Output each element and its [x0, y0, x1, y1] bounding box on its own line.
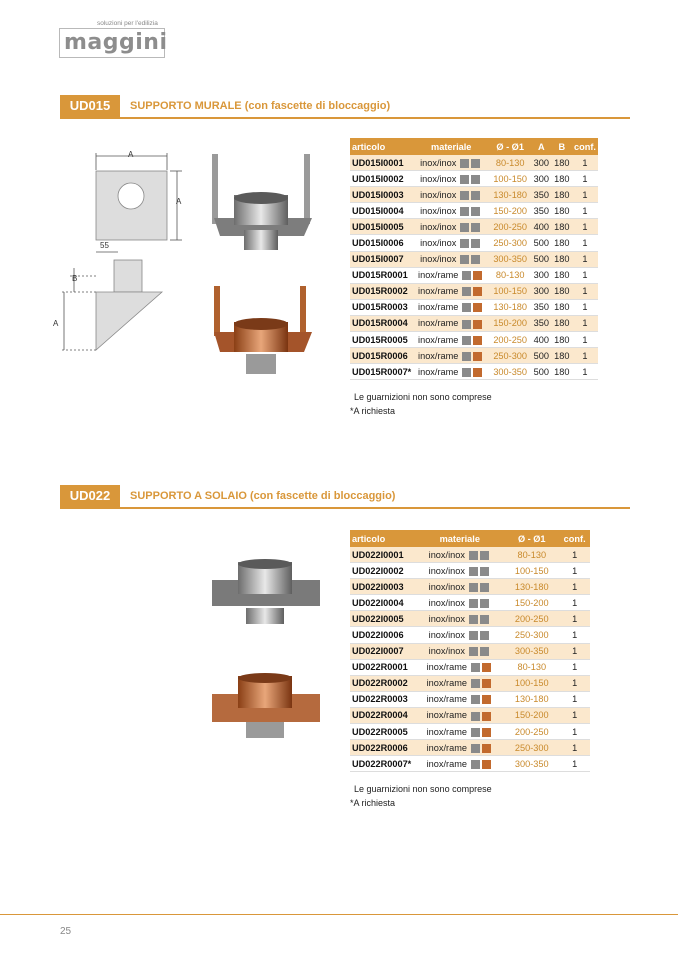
- cell-materiale: [413, 348, 489, 364]
- cell-a: 300: [531, 267, 551, 283]
- logo-brand: maggini: [64, 30, 168, 55]
- cell-materiale: [413, 171, 489, 187]
- logo-tagline: soluzioni per l'edilizia: [97, 20, 158, 27]
- cell-articolo: UD015I0004: [350, 203, 413, 219]
- inox-swatch-icon: [471, 223, 480, 232]
- table-header-row: [350, 138, 598, 155]
- ud015-note-gaskets: Le guarnizioni non sono comprese: [354, 392, 492, 402]
- cell-diameter: 150-200: [489, 315, 531, 331]
- cell-diameter: 150-200: [489, 203, 531, 219]
- inox-swatch-icon: [469, 583, 478, 592]
- cell-conf: 1: [559, 643, 590, 659]
- inox-swatch-icon: [471, 679, 480, 688]
- cell-materiale: [413, 315, 489, 331]
- product-photo-inox-floor: [208, 558, 323, 628]
- cell-conf: 1: [559, 547, 590, 563]
- cell-materiale: [413, 332, 489, 348]
- inox-swatch-icon: [480, 567, 489, 576]
- inox-swatch-icon: [471, 695, 480, 704]
- cell-materiale: [415, 643, 504, 659]
- section-code: UD022: [60, 485, 120, 507]
- inox-swatch-icon: [480, 615, 489, 624]
- material-label: inox/inox: [420, 205, 457, 216]
- cell-b: 180: [552, 267, 572, 283]
- dim-label-55: 55: [100, 241, 109, 250]
- table-row: [350, 611, 590, 627]
- cell-diameter: 200-250: [489, 219, 531, 235]
- inox-swatch-icon: [471, 159, 480, 168]
- inox-swatch-icon: [469, 551, 478, 560]
- cell-diameter: 200-250: [489, 332, 531, 348]
- ud015-table-body: [350, 155, 598, 380]
- cell-conf: 1: [572, 219, 598, 235]
- rame-swatch-icon: [482, 712, 491, 721]
- material-label: inox/inox: [420, 157, 457, 168]
- ud015-note-on-request: *A richiesta: [350, 406, 396, 416]
- table-row: [350, 203, 598, 219]
- ud015-table: [350, 138, 598, 380]
- cell-articolo: UD022I0004: [350, 595, 415, 611]
- inox-swatch-icon: [471, 255, 480, 264]
- rame-swatch-icon: [482, 744, 491, 753]
- inox-swatch-icon: [460, 159, 469, 168]
- page-number: 25: [60, 926, 72, 937]
- product-photo-inox-wall: [208, 150, 318, 255]
- inox-swatch-icon: [462, 352, 471, 361]
- cell-b: 180: [552, 203, 572, 219]
- cell-conf: 1: [559, 563, 590, 579]
- cell-materiale: [413, 299, 489, 315]
- cell-articolo: UD015I0007: [350, 251, 413, 267]
- col-materiale: materiale: [413, 138, 489, 155]
- section-code: UD015: [60, 95, 120, 117]
- table-row: [350, 299, 598, 315]
- table-row: [350, 643, 590, 659]
- cell-materiale: [415, 740, 504, 756]
- rame-swatch-icon: [473, 271, 482, 280]
- rame-swatch-icon: [473, 287, 482, 296]
- cell-diameter: 80-130: [504, 547, 559, 563]
- cell-conf: 1: [559, 659, 590, 675]
- cell-materiale: [415, 707, 504, 723]
- cell-articolo: UD015R0002: [350, 283, 413, 299]
- inox-swatch-icon: [469, 647, 478, 656]
- cell-b: 180: [552, 332, 572, 348]
- cell-articolo: UD022R0003: [350, 691, 415, 707]
- material-label: inox/inox: [428, 613, 465, 624]
- material-label: inox/rame: [418, 270, 459, 281]
- cell-materiale: [413, 267, 489, 283]
- section-header-ud022: [60, 485, 630, 509]
- inox-swatch-icon: [460, 223, 469, 232]
- cell-conf: 1: [572, 155, 598, 171]
- col-b: B: [552, 138, 572, 155]
- material-label: inox/inox: [420, 254, 457, 265]
- cell-diameter: 200-250: [504, 724, 559, 740]
- cell-conf: 1: [559, 691, 590, 707]
- material-label: inox/inox: [428, 629, 465, 640]
- inox-swatch-icon: [462, 336, 471, 345]
- cell-articolo: UD022I0002: [350, 563, 415, 579]
- cell-a: 300: [531, 155, 551, 171]
- table-row: [350, 332, 598, 348]
- cell-a: 350: [531, 203, 551, 219]
- cell-b: 180: [552, 283, 572, 299]
- cell-articolo: UD022R0002: [350, 675, 415, 691]
- inox-swatch-icon: [460, 255, 469, 264]
- cell-diameter: 130-180: [489, 187, 531, 203]
- cell-conf: 1: [559, 611, 590, 627]
- cell-articolo: UD015R0005: [350, 332, 413, 348]
- cell-diameter: 250-300: [504, 740, 559, 756]
- cell-conf: 1: [572, 187, 598, 203]
- dim-label-a-side: A: [176, 197, 182, 206]
- cell-materiale: [415, 563, 504, 579]
- cell-conf: 1: [559, 595, 590, 611]
- cell-conf: 1: [572, 364, 598, 380]
- cell-materiale: [415, 611, 504, 627]
- cell-diameter: 100-150: [504, 675, 559, 691]
- rame-swatch-icon: [482, 760, 491, 769]
- cell-conf: 1: [559, 675, 590, 691]
- table-row: [350, 740, 590, 756]
- table-row: [350, 235, 598, 251]
- inox-swatch-icon: [471, 760, 480, 769]
- cell-conf: 1: [559, 724, 590, 740]
- cell-conf: 1: [572, 171, 598, 187]
- inox-swatch-icon: [480, 583, 489, 592]
- table-row: [350, 707, 590, 723]
- cell-diameter: 130-180: [504, 691, 559, 707]
- cell-a: 300: [531, 171, 551, 187]
- cell-articolo: UD022R0004: [350, 707, 415, 723]
- cell-b: 180: [552, 364, 572, 380]
- cell-materiale: [415, 627, 504, 643]
- material-label: inox/rame: [418, 366, 459, 377]
- material-label: inox/rame: [426, 758, 467, 769]
- cell-articolo: UD022I0003: [350, 579, 415, 595]
- cell-conf: 1: [572, 267, 598, 283]
- cell-materiale: [415, 691, 504, 707]
- section-header-ud015: [60, 95, 630, 119]
- material-label: inox/rame: [418, 350, 459, 361]
- inox-swatch-icon: [471, 728, 480, 737]
- ud022-note-gaskets: Le guarnizioni non sono comprese: [354, 784, 492, 794]
- inox-swatch-icon: [480, 631, 489, 640]
- table-row: [350, 563, 590, 579]
- table-row: [350, 691, 590, 707]
- cell-b: 180: [552, 348, 572, 364]
- cell-articolo: UD015R0003: [350, 299, 413, 315]
- cell-diameter: 100-150: [504, 563, 559, 579]
- maggini-logo: [59, 22, 169, 60]
- cell-diameter: 80-130: [489, 155, 531, 171]
- rame-swatch-icon: [473, 368, 482, 377]
- inox-swatch-icon: [471, 191, 480, 200]
- inox-swatch-icon: [460, 175, 469, 184]
- cell-articolo: UD022I0005: [350, 611, 415, 627]
- cell-diameter: 250-300: [504, 627, 559, 643]
- material-label: inox/rame: [426, 742, 467, 753]
- cell-a: 500: [531, 348, 551, 364]
- table-row: [350, 283, 598, 299]
- inox-swatch-icon: [480, 647, 489, 656]
- cell-articolo: UD015R0001: [350, 267, 413, 283]
- cell-articolo: UD022R0005: [350, 724, 415, 740]
- cell-conf: 1: [559, 579, 590, 595]
- inox-swatch-icon: [462, 287, 471, 296]
- table-row: [350, 348, 598, 364]
- cell-articolo: UD022I0007: [350, 643, 415, 659]
- ud022-table-body: [350, 547, 590, 772]
- table-row: [350, 579, 590, 595]
- cell-a: 350: [531, 187, 551, 203]
- table-row: [350, 659, 590, 675]
- cell-materiale: [415, 756, 504, 772]
- inox-swatch-icon: [460, 239, 469, 248]
- table-row: [350, 251, 598, 267]
- col-articolo: articolo: [350, 138, 413, 155]
- cell-materiale: [413, 235, 489, 251]
- cell-diameter: 100-150: [489, 283, 531, 299]
- logo-box: [59, 28, 168, 58]
- inox-swatch-icon: [469, 567, 478, 576]
- section-title: SUPPORTO MURALE (con fascette di bloccaggio): [130, 100, 391, 112]
- cell-b: 180: [552, 251, 572, 267]
- cell-diameter: 300-350: [489, 364, 531, 380]
- table-header-row: [350, 530, 590, 547]
- inox-swatch-icon: [462, 368, 471, 377]
- material-label: inox/inox: [420, 221, 457, 232]
- material-label: inox/rame: [426, 726, 467, 737]
- inox-swatch-icon: [480, 599, 489, 608]
- footer-rule: [0, 914, 678, 915]
- cell-b: 180: [552, 315, 572, 331]
- cell-articolo: UD015I0006: [350, 235, 413, 251]
- cell-diameter: 150-200: [504, 595, 559, 611]
- cell-articolo: UD015I0003: [350, 187, 413, 203]
- cell-conf: 1: [572, 235, 598, 251]
- cell-materiale: [413, 364, 489, 380]
- inox-swatch-icon: [460, 207, 469, 216]
- dim-label-a-low: A: [53, 319, 59, 328]
- product-photo-rame-floor: [208, 672, 323, 742]
- cell-conf: 1: [572, 332, 598, 348]
- cell-a: 500: [531, 235, 551, 251]
- rame-swatch-icon: [482, 663, 491, 672]
- inox-swatch-icon: [471, 712, 480, 721]
- cell-a: 400: [531, 219, 551, 235]
- material-label: inox/rame: [418, 334, 459, 345]
- table-row: [350, 219, 598, 235]
- cell-articolo: UD022I0001: [350, 547, 415, 563]
- material-label: inox/inox: [428, 549, 465, 560]
- inox-swatch-icon: [462, 303, 471, 312]
- cell-materiale: [413, 203, 489, 219]
- rame-swatch-icon: [473, 352, 482, 361]
- cell-materiale: [413, 283, 489, 299]
- cell-articolo: UD022R0001: [350, 659, 415, 675]
- cell-articolo: UD022R0007*: [350, 756, 415, 772]
- table-row: [350, 724, 590, 740]
- col-articolo: articolo: [350, 530, 415, 547]
- table-row: [350, 595, 590, 611]
- ud022-note-on-request: *A richiesta: [350, 798, 396, 808]
- cell-b: 180: [552, 299, 572, 315]
- dim-label-a-top: A: [128, 150, 134, 159]
- rame-swatch-icon: [473, 320, 482, 329]
- table-row: [350, 364, 598, 380]
- rame-swatch-icon: [482, 679, 491, 688]
- cell-diameter: 300-350: [504, 756, 559, 772]
- material-label: inox/inox: [428, 565, 465, 576]
- inox-swatch-icon: [462, 320, 471, 329]
- cell-b: 180: [552, 187, 572, 203]
- product-photo-rame-wall: [208, 282, 318, 377]
- rame-swatch-icon: [473, 336, 482, 345]
- cell-diameter: 200-250: [504, 611, 559, 627]
- cell-conf: 1: [559, 627, 590, 643]
- section-title: SUPPORTO A SOLAIO (con fascette di bloccaggio): [130, 490, 396, 502]
- cell-conf: 1: [572, 315, 598, 331]
- cell-articolo: UD015R0004: [350, 315, 413, 331]
- table-row: [350, 155, 598, 171]
- rame-swatch-icon: [482, 695, 491, 704]
- cell-materiale: [413, 251, 489, 267]
- table-row: [350, 547, 590, 563]
- table-row: [350, 267, 598, 283]
- cell-a: 500: [531, 251, 551, 267]
- table-row: [350, 187, 598, 203]
- table-row: [350, 627, 590, 643]
- cell-articolo: UD015R0006: [350, 348, 413, 364]
- material-label: inox/inox: [420, 237, 457, 248]
- material-label: inox/inox: [428, 581, 465, 592]
- col-diameter: Ø - Ø1: [489, 138, 531, 155]
- material-label: inox/rame: [426, 694, 467, 705]
- cell-materiale: [415, 659, 504, 675]
- cell-materiale: [415, 547, 504, 563]
- cell-materiale: [415, 595, 504, 611]
- inox-swatch-icon: [471, 239, 480, 248]
- material-label: inox/rame: [426, 662, 467, 673]
- col-conf: conf.: [559, 530, 590, 547]
- dim-label-b: B: [72, 274, 78, 283]
- inox-swatch-icon: [471, 207, 480, 216]
- cell-materiale: [413, 187, 489, 203]
- cell-b: 180: [552, 219, 572, 235]
- cell-a: 400: [531, 332, 551, 348]
- cell-diameter: 150-200: [504, 707, 559, 723]
- cell-diameter: 250-300: [489, 235, 531, 251]
- material-label: inox/rame: [418, 318, 459, 329]
- cell-diameter: 300-350: [489, 251, 531, 267]
- cell-conf: 1: [572, 299, 598, 315]
- cell-articolo: UD015I0001: [350, 155, 413, 171]
- inox-swatch-icon: [462, 271, 471, 280]
- rame-swatch-icon: [473, 303, 482, 312]
- inox-swatch-icon: [469, 631, 478, 640]
- col-conf: conf.: [572, 138, 598, 155]
- cell-b: 180: [552, 235, 572, 251]
- cell-diameter: 130-180: [504, 579, 559, 595]
- cell-a: 500: [531, 364, 551, 380]
- material-label: inox/rame: [426, 710, 467, 721]
- cell-conf: 1: [559, 756, 590, 772]
- cell-a: 350: [531, 315, 551, 331]
- cell-articolo: UD022R0006: [350, 740, 415, 756]
- material-label: inox/inox: [420, 173, 457, 184]
- cell-diameter: 80-130: [504, 659, 559, 675]
- cell-materiale: [415, 724, 504, 740]
- cell-diameter: 80-130: [489, 267, 531, 283]
- col-diameter: Ø - Ø1: [504, 530, 559, 547]
- cell-a: 300: [531, 283, 551, 299]
- material-label: inox/rame: [426, 678, 467, 689]
- cell-b: 180: [552, 155, 572, 171]
- cell-articolo: UD015R0007*: [350, 364, 413, 380]
- cell-conf: 1: [572, 251, 598, 267]
- material-label: inox/inox: [428, 646, 465, 657]
- cell-articolo: UD015I0005: [350, 219, 413, 235]
- table-row: [350, 171, 598, 187]
- rame-swatch-icon: [482, 728, 491, 737]
- cell-conf: 1: [559, 740, 590, 756]
- ud022-table: [350, 530, 590, 772]
- col-a: A: [531, 138, 551, 155]
- cell-materiale: [413, 155, 489, 171]
- cell-materiale: [415, 675, 504, 691]
- cell-b: 180: [552, 171, 572, 187]
- material-label: inox/rame: [418, 286, 459, 297]
- cell-diameter: 250-300: [489, 348, 531, 364]
- cell-diameter: 300-350: [504, 643, 559, 659]
- wall-support-drawing: [52, 148, 202, 358]
- cell-a: 350: [531, 299, 551, 315]
- cell-materiale: [415, 579, 504, 595]
- inox-swatch-icon: [471, 744, 480, 753]
- inox-swatch-icon: [469, 599, 478, 608]
- cell-diameter: 130-180: [489, 299, 531, 315]
- table-row: [350, 756, 590, 772]
- table-row: [350, 675, 590, 691]
- inox-swatch-icon: [460, 191, 469, 200]
- inox-swatch-icon: [471, 175, 480, 184]
- cell-conf: 1: [572, 283, 598, 299]
- material-label: inox/rame: [418, 302, 459, 313]
- cell-conf: 1: [559, 707, 590, 723]
- cell-articolo: UD015I0002: [350, 171, 413, 187]
- cell-materiale: [413, 219, 489, 235]
- inox-swatch-icon: [469, 615, 478, 624]
- material-label: inox/inox: [420, 189, 457, 200]
- cell-diameter: 100-150: [489, 171, 531, 187]
- table-row: [350, 315, 598, 331]
- inox-swatch-icon: [480, 551, 489, 560]
- material-label: inox/inox: [428, 597, 465, 608]
- inox-swatch-icon: [471, 663, 480, 672]
- cell-articolo: UD022I0006: [350, 627, 415, 643]
- cell-conf: 1: [572, 203, 598, 219]
- cell-conf: 1: [572, 348, 598, 364]
- col-materiale: materiale: [415, 530, 504, 547]
